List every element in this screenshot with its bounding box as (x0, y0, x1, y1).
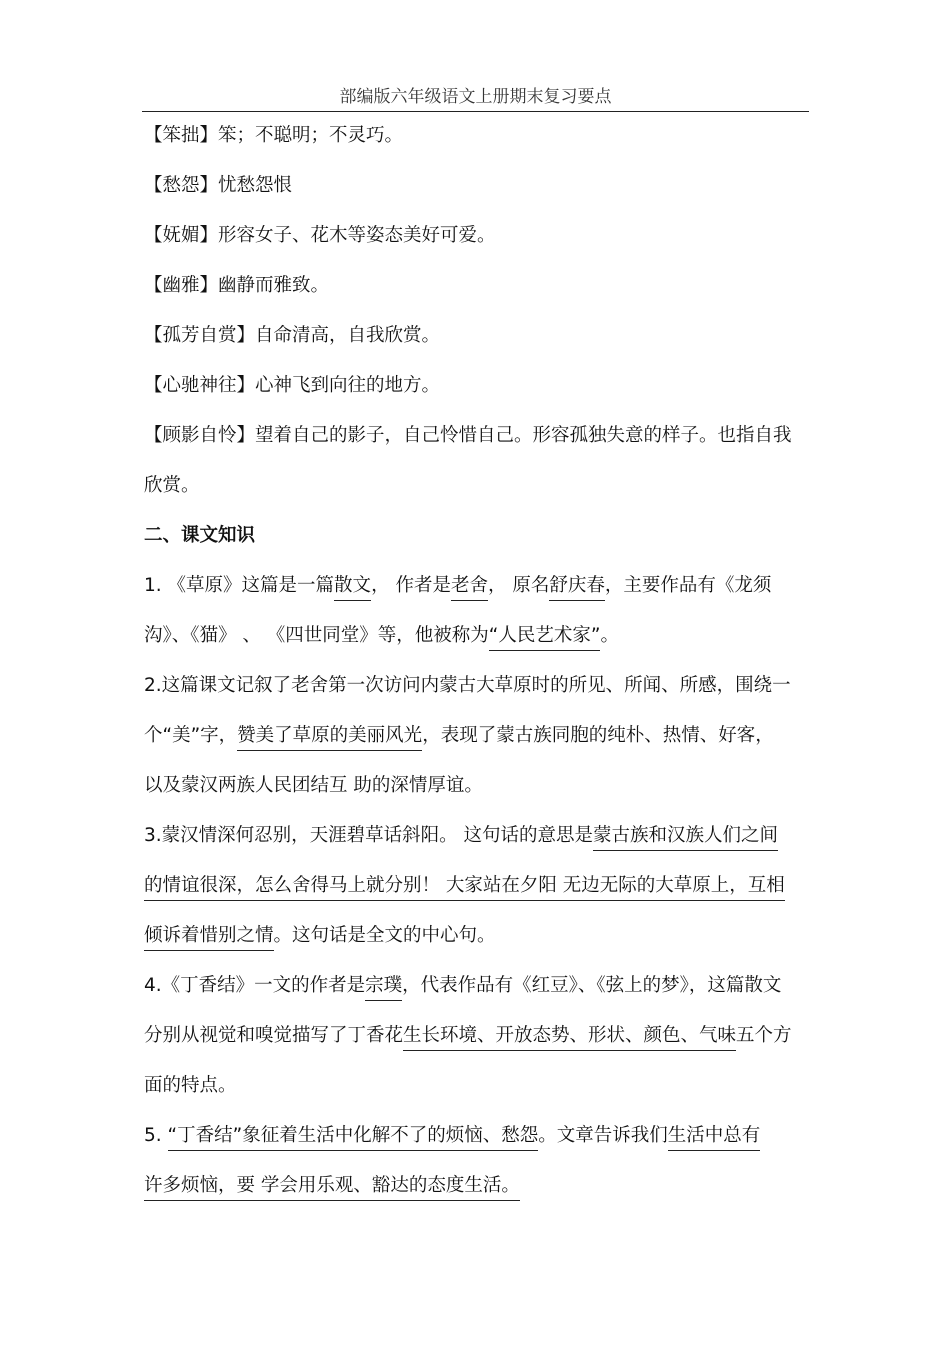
knowledge-item-2-line-2 (144, 711, 808, 761)
vocab-term: 【笨拙】 (144, 125, 219, 146)
item-text: 以及蒙汉两族人民团结互 助的深情厚谊。 (144, 775, 483, 796)
page-header-title: 部编版六年级语文上册期末复习要点 (339, 87, 612, 107)
item-text: ， 原名 (487, 575, 550, 596)
item-text: 2.这篇课文记叙了老舍第一次访问内蒙古大草原时的所见、所闻、所感，围绕一 (144, 675, 791, 696)
answer-blank: “人民艺术家” (489, 625, 601, 651)
knowledge-item-5-line-2 (144, 1161, 808, 1211)
vocab-definition: 自命清高，自我欣赏。 (255, 325, 441, 346)
knowledge-item-3-line-2 (144, 861, 808, 911)
item-text: 4.《丁香结》一文的作者是 (144, 975, 366, 996)
vocab-definition-cont: 欣赏。 (144, 475, 200, 496)
item-text: ，主要作品有《龙须 (604, 575, 772, 596)
vocab-definition: 心神飞到向往的地方。 (255, 375, 441, 396)
vocab-entry (144, 161, 808, 211)
item-text: 面的特点。 (144, 1075, 237, 1096)
document-body (144, 111, 808, 1211)
vocab-entry-continuation (144, 461, 808, 511)
vocab-entry (144, 411, 808, 461)
answer-blank: 倾诉着惜别之情 (144, 925, 274, 951)
knowledge-item-2-line-1 (144, 661, 808, 711)
knowledge-item-4-line-3 (144, 1061, 808, 1111)
answer-blank: 宗璞 (365, 975, 402, 1001)
vocab-term: 【孤芳自赏】 (144, 325, 256, 346)
item-text: 。这句话是全文的中心句。 (273, 925, 496, 946)
item-text: 3.蒙汉情深何忍别，天涯碧草话斜阳。 这句话的意思是 (144, 825, 594, 846)
vocab-term: 【顾影自怜】 (144, 425, 256, 446)
vocab-term: 【心驰神往】 (144, 375, 256, 396)
item-text: 分别从视觉和嗅觉描写了丁香花 (144, 1025, 404, 1046)
knowledge-item-2-line-3 (144, 761, 808, 811)
knowledge-item-1-line-2 (144, 611, 808, 661)
knowledge-item-3-line-1 (144, 811, 808, 861)
item-text: 5. (144, 1125, 168, 1146)
answer-blank: 赞美了草原的美丽风光 (237, 725, 422, 751)
vocab-entry (144, 211, 808, 261)
answer-blank: 许多烦恼，要 学会用乐观、豁达的态度生活。 (144, 1175, 520, 1201)
item-text: 五个方 (736, 1025, 792, 1046)
vocab-definition: 形容女子、花木等姿态美好可爱。 (218, 225, 496, 246)
vocab-entry (144, 361, 808, 411)
answer-blank: 蒙古族和汉族人们之间 (593, 825, 778, 851)
vocab-term: 【妩媚】 (144, 225, 219, 246)
knowledge-item-1-line-1 (144, 561, 808, 611)
knowledge-item-4-line-2 (144, 1011, 808, 1061)
answer-blank: 散文 (334, 575, 371, 601)
vocab-definition: 幽静而雅致。 (218, 275, 330, 296)
vocab-term: 【愁怨】 (144, 175, 219, 196)
answer-blank: 老舍 (451, 575, 488, 601)
knowledge-item-5-line-1 (144, 1111, 808, 1161)
vocab-term: 【幽雅】 (144, 275, 219, 296)
item-text: ，表现了蒙古族同胞的纯朴、热情、好客， (422, 725, 774, 746)
vocab-entry (144, 311, 808, 361)
item-text: 。文章告诉我们 (538, 1125, 668, 1146)
item-text: 沟》、《猫》 、 《四世同堂》等，他被称为 (144, 625, 489, 646)
answer-blank: 生长环境、开放态势、形状、颜色、气味 (403, 1025, 736, 1051)
vocab-definition: 望着自己的影子，自己怜惜自己。形容孤独失意的样子。也指自我 (255, 425, 792, 446)
item-text: 个“美”字， (144, 725, 238, 746)
item-text: ， 作者是 (371, 575, 451, 596)
knowledge-item-3-line-3 (144, 911, 808, 961)
vocab-definition: 笨；不聪明；不灵巧。 (218, 125, 404, 146)
vocab-entry (144, 261, 808, 311)
item-text: 1. 《草原》这篇是一篇 (144, 575, 335, 596)
section-heading: 二、课文知识 (144, 525, 256, 546)
answer-blank: 舒庆春 (549, 575, 605, 601)
vocab-definition: 忧愁怨恨 (218, 175, 293, 196)
answer-blank: 的情谊很深，怎么舍得马上就分别！ 大家站在夕阳 无边无际的大草原上，互相 (144, 875, 785, 901)
vocab-entry (144, 111, 808, 161)
item-text: ，代表作品有《红豆》、《弦上的梦》，这篇散文 (402, 975, 782, 996)
answer-blank: 生活中总有 (668, 1125, 761, 1151)
knowledge-item-4-line-1 (144, 961, 808, 1011)
answer-blank: “丁香结”象征着生活中化解不了的烦恼、愁怨 (168, 1125, 539, 1151)
item-text: 。 (600, 625, 619, 646)
